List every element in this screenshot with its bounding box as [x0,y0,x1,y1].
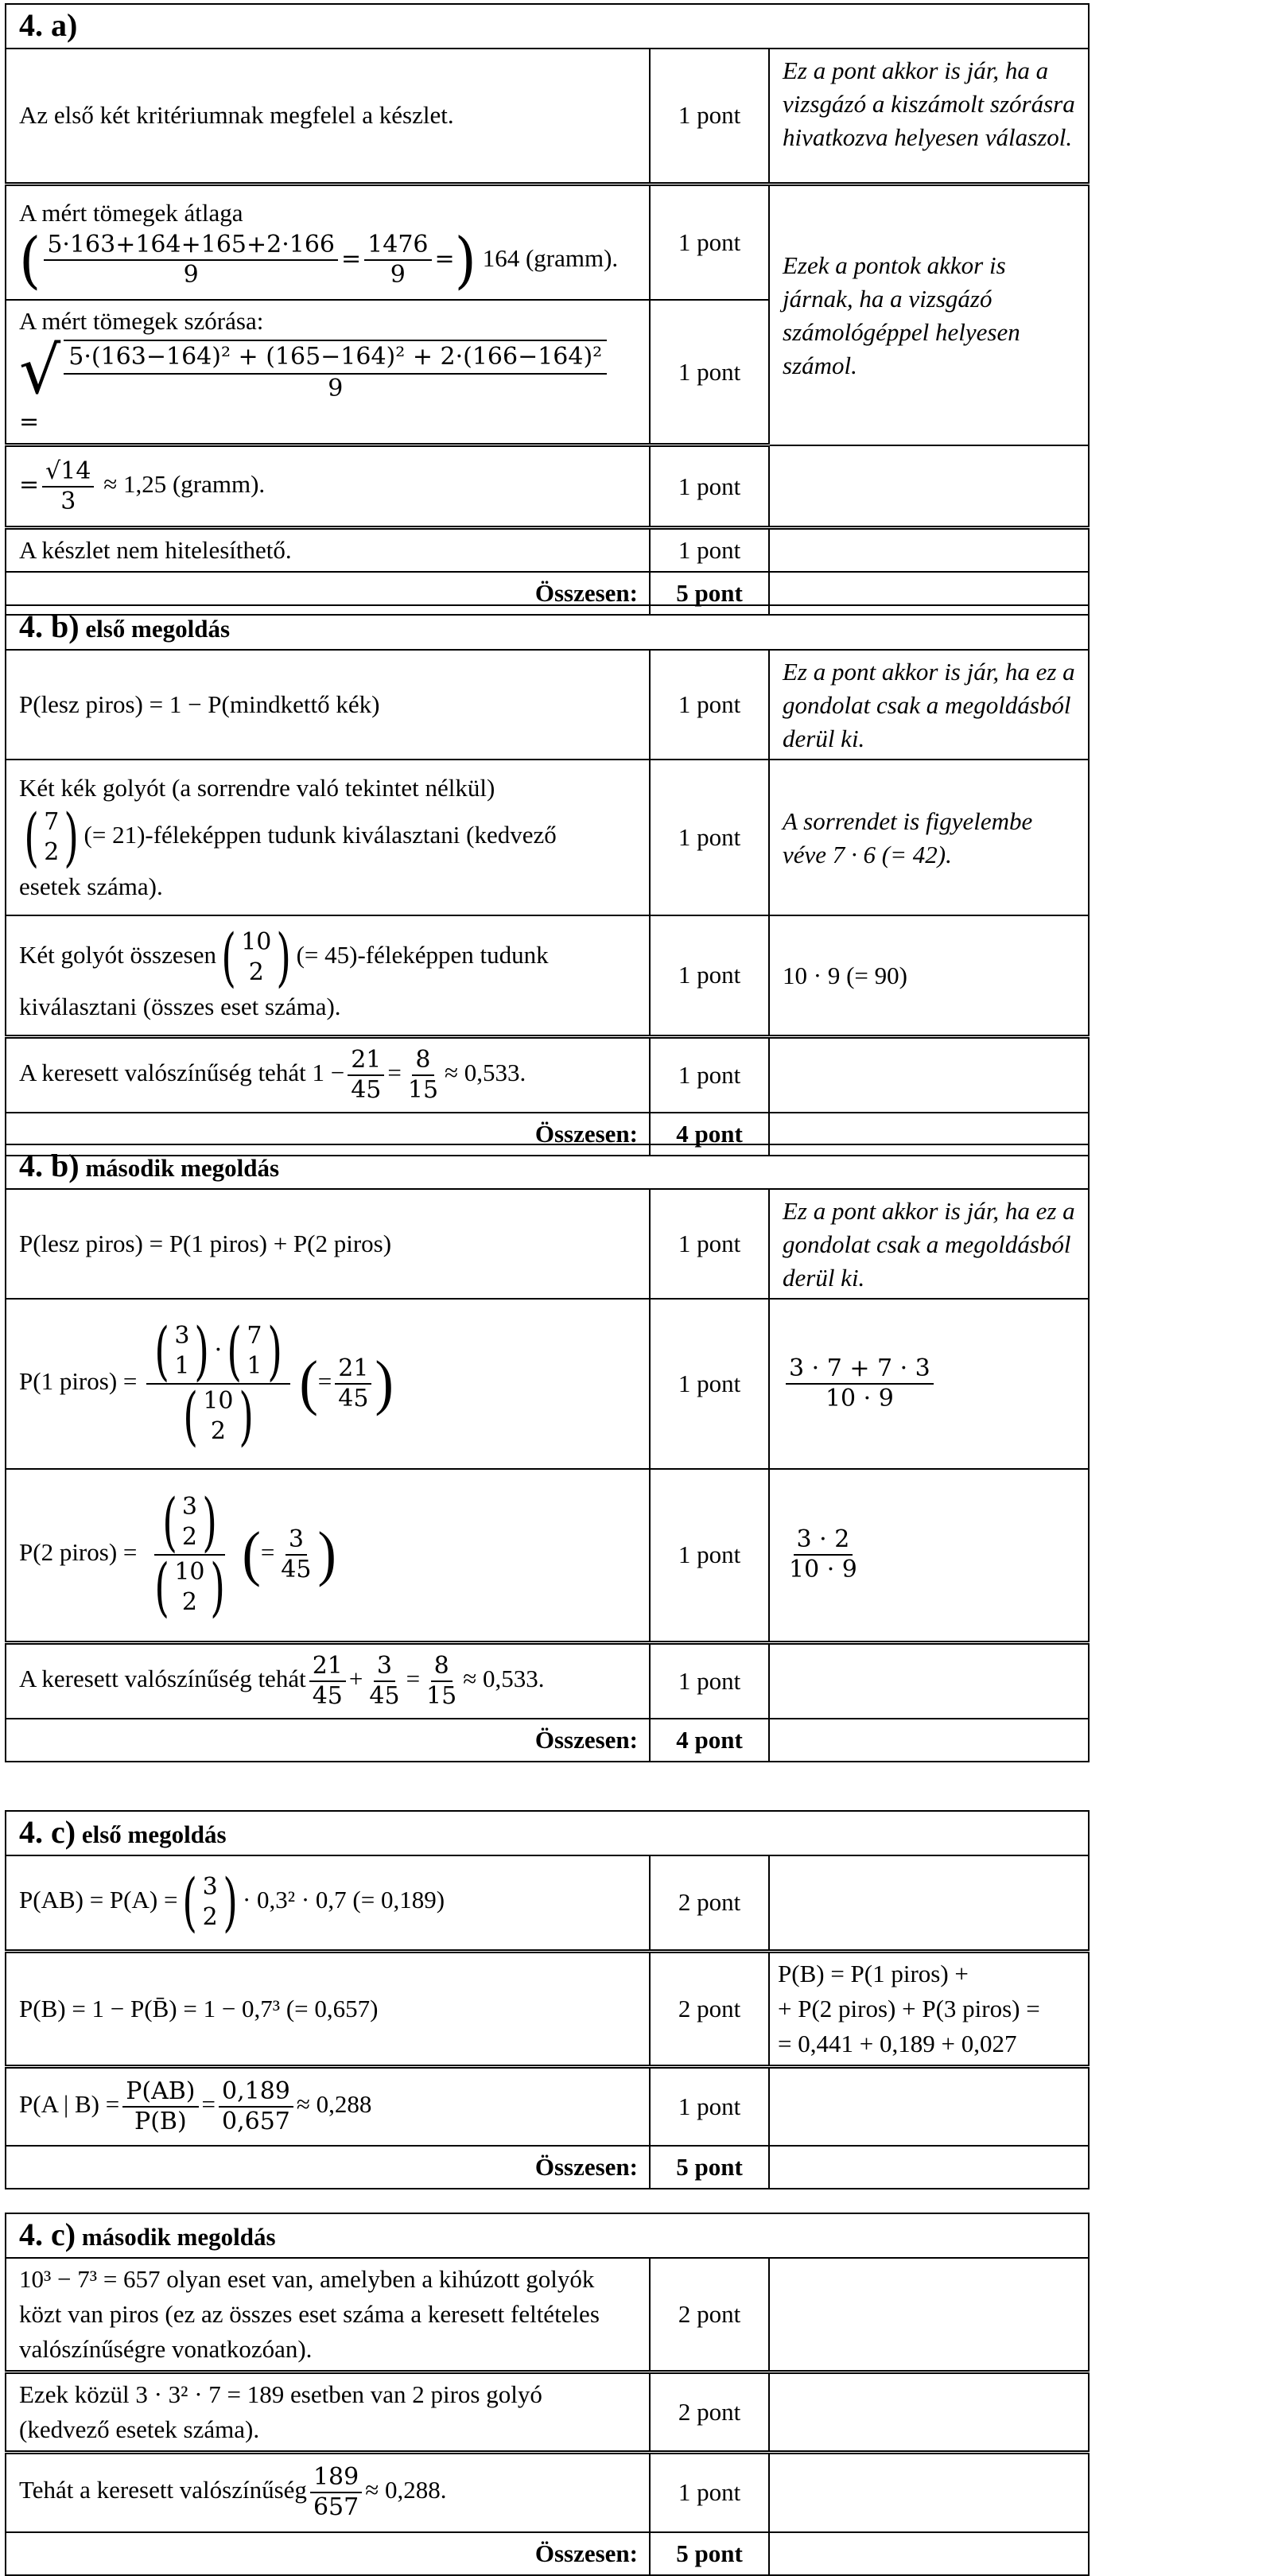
comment-cell [769,528,1089,573]
points-cell: 2 pont [650,2372,769,2453]
comment-cell: P(B) = P(1 piros) + + P(2 piros) + P(3 piros) = = 0,441 + 0,189 + 0,027 [769,1951,1089,2066]
comment-cell [769,445,1089,528]
solution-step: P(1 piros) = ( 3 1 ) · ( 7 1 ) ( 10 2 ) (= $\frac{21}{45}$ ) [6,1299,650,1469]
solution-step: A mért tömegek szórása: √ $\frac{\text{5·(163−164)² + (165−164)² + 2·(166−164)²}}{9}$ = [6,300,650,445]
points-cell: 1 pont [650,184,769,300]
total-blank [769,2146,1089,2189]
points-cell: 2 pont [650,1855,769,1951]
solution-step: Ezek közül 3 · 3² · 7 = 189 esetben van 2 piros golyó (kedvező esetek száma). [6,2372,650,2453]
points-cell: 1 pont [650,49,769,184]
section-4a-table [5,3,1090,616]
points-cell: 1 pont [650,2066,769,2146]
solution-step: Két golyót összesen ( 10 2 ) (= 45)-féleképpen tudunk kiválasztani (összes eset száma). [6,915,650,1036]
points-cell: 1 pont [650,1189,769,1299]
mean-result: 164 (gramm). [482,243,619,272]
prob-fraction: ( 3 1 ) · ( 7 1 ) ( 10 2 ) [146,1319,290,1448]
solution-step: Tehát a keresett valószínűség $\frac{189}{657}$ ≈ 0,288. [6,2453,650,2532]
step-label: A mért tömegek átlaga [19,198,243,227]
solution-step: Az első két kritériumnak megfelel a készlet. [6,49,650,184]
points-cell: 1 pont [650,1299,769,1469]
comment-cell [769,1036,1089,1113]
section-header: 4. b) második megoldás [6,1144,1089,1189]
section-number: 4. a) [19,6,78,43]
section-header: 4. c) első megoldás [6,1811,1089,1855]
solution-step: P(A | B) = $\frac{P(AB)}{P(B)}$ = $\frac{0,189}{0,657}$ ≈ 0,288 [6,2066,650,2146]
solution-step: P(lesz piros) = 1 − P(mindkettő kék) [6,650,650,760]
prob-fraction: ( 3 2 ) ( 10 2 ) [154,1485,225,1625]
comment-cell: Ez a pont akkor is jár, ha ez a gondolat csak a megoldásból derül ki. [769,1189,1089,1299]
solution-step: 10³ − 7³ = 657 olyan eset van, amelyben a kihúzott golyók közt van piros (ez az összes eset száma a keresett feltételes valószínűségre vonatkozóan). [6,2258,650,2372]
section-4b1-table [5,604,1090,1156]
comment-cell: Ez a pont akkor is jár, ha ez a gondolat csak a megoldásból derül ki. [769,650,1089,760]
comment-cell: 10 · 9 (= 90) [769,915,1089,1036]
points-cell: 1 pont [650,445,769,528]
total-value: 5 pont [650,572,769,615]
section-header: 4. b) első megoldás [6,605,1089,650]
points-cell: 1 pont [650,1036,769,1113]
section-header: 4. c) második megoldás [6,2213,1089,2258]
solution-step: A mért tömegek átlaga ( $\frac{5\cdot 163+164+165+2\cdot 166}{9}$ = $\frac{1476}{9}$ =) 164 (gramm). [6,184,650,300]
total-label: Összesen: [6,2146,650,2189]
comment-cell: $\frac{3 \cdot 2}{10 \cdot 9}$ [769,1469,1089,1642]
binomial: ( 3 2 ) [182,1865,238,1940]
solution-step: = $\frac{√14}{3}$ ≈ 1,25 (gramm). [6,445,650,528]
points-cell: 1 pont [650,528,769,573]
solution-step: P(2 piros) = ( 3 2 ) ( 10 2 ) (= $\frac{3}{45}$ ) [6,1469,650,1642]
section-4c2-table [5,2213,1090,2576]
total-value: 4 pont [650,1719,769,1762]
total-label: Összesen: [6,2532,650,2575]
right-paren: ) [454,223,476,296]
comment-cell: A sorrendet is figyelembe véve 7 · 6 (= 42). [769,760,1089,915]
sqrt-expression: √ $\frac{\text{5·(163−164)² + (165−164)² + 2·(166−164)²}}{9}$ [19,339,610,404]
comment-cell [769,2453,1089,2532]
solution-step: A keresett valószínűség tehát $\frac{21}{45}$ + $\frac{3}{45}$ = $\frac{8}{15}$ ≈ 0,533. [6,1642,650,1719]
comment-cell [769,1642,1089,1719]
comment-cell [769,2372,1089,2453]
points-cell: 1 pont [650,915,769,1036]
mean-fraction-2: $\frac{1476}{9}$ [364,231,431,289]
comment-cell: Ezek a pontok akkor is járnak, ha a vizsgázó számológéppel helyesen számol. [769,184,1089,445]
comment-cell [769,2066,1089,2146]
points-cell: 1 pont [650,1642,769,1719]
total-blank [769,1719,1089,1762]
points-cell: 2 pont [650,1951,769,2066]
left-paren: ( [19,223,41,296]
total-label: Összesen: [6,572,650,615]
solution-step: A készlet nem hitelesíthető. [6,528,650,573]
points-cell: 1 pont [650,760,769,915]
total-value: 5 pont [650,2146,769,2189]
total-blank [769,2532,1089,2575]
points-cell: 1 pont [650,1469,769,1642]
binomial: ( 10 2 ) [221,920,292,995]
section-header [6,4,1089,49]
mean-fraction: $\frac{5\cdot 163+164+165+2\cdot 166}{9}$ [44,231,338,289]
comment-cell [769,1855,1089,1951]
binomial: ( 7 2 ) [24,800,80,874]
solution-step: P(B) = 1 − P(B̄) = 1 − 0,7³ (= 0,657) [6,1951,650,2066]
comment-cell: $\frac{3 \cdot 7 + 7 \cdot 3}{10 \cdot 9}$ [769,1299,1089,1469]
total-value: 5 pont [650,2532,769,2575]
comment-cell [769,2258,1089,2372]
solution-step: P(AB) = P(A) = ( 3 2 ) · 0,3² · 0,7 (= 0,189) [6,1855,650,1951]
total-label: Összesen: [6,1719,650,1762]
solution-step: A keresett valószínűség tehát 1 − $\frac{21}{45}$ = $\frac{8}{15}$ ≈ 0,533. [6,1036,650,1113]
points-cell: 1 pont [650,300,769,445]
total-label: Összesen: [6,1113,650,1156]
comment-cell: Ez a pont akkor is jár, ha a vizsgázó a kiszámolt szórásra hivatkozva helyesen válaszol. [769,49,1089,184]
points-cell: 1 pont [650,2453,769,2532]
sd-fraction: $\frac{√14}{3}$ [42,457,94,516]
points-cell: 1 pont [650,650,769,760]
solution-step: Két kék golyót (a sorrendre való tekintet nélkül) ( 7 2 ) (= 21)-féleképpen tudunk kiválasztani (kedvező esetek száma). [6,760,650,915]
section-4c1-table [5,1810,1090,2189]
step-label: A mért tömegek szórása: [19,307,264,335]
section-4b2-table [5,1144,1090,1762]
points-cell: 2 pont [650,2258,769,2372]
solution-step: P(lesz piros) = P(1 piros) + P(2 piros) [6,1189,650,1299]
total-value: 4 pont [650,1113,769,1156]
